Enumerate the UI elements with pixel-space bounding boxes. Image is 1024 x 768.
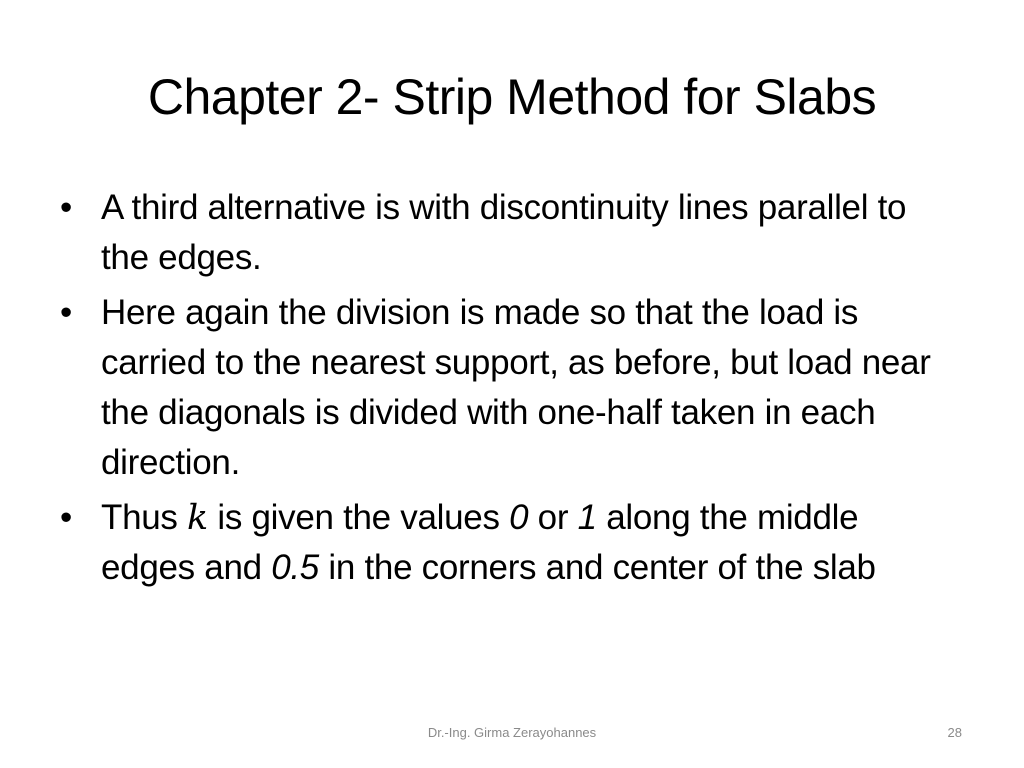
text-run: or — [528, 498, 578, 537]
bullet-dot-icon: • — [60, 188, 72, 227]
slide-title: Chapter 2- Strip Method for Slabs — [147, 69, 877, 125]
bullet-item — [60, 493, 960, 593]
bullet-item — [60, 183, 960, 283]
variable-k: k — [187, 498, 208, 538]
value-half: 0.5 — [271, 548, 319, 587]
bullet-text: Here again the division is made so that the load is carried to the nearest support, as before, but load near the diagonals is divided with one-half taken in each direction. — [101, 293, 931, 482]
text-run: in the corners and center of the slab — [318, 548, 876, 587]
bullet-dot-icon: • — [60, 293, 72, 332]
bullet-item — [60, 288, 960, 488]
bullet-text — [101, 498, 876, 587]
value-zero: 0 — [509, 498, 529, 537]
page-number: 28 — [947, 725, 962, 740]
footer-author: Dr.-Ing. Girma Zerayohannes — [427, 725, 597, 740]
value-one: 1 — [577, 498, 597, 537]
text-run: along the middle edges and — [101, 498, 859, 587]
bullet-list — [60, 183, 960, 598]
text-run: is given the values — [207, 498, 510, 537]
bullet-text: A third alternative is with discontinuity lines parallel to the edges. — [101, 188, 907, 277]
bullet-dot-icon: • — [60, 498, 72, 537]
text-run: Thus — [101, 498, 188, 537]
